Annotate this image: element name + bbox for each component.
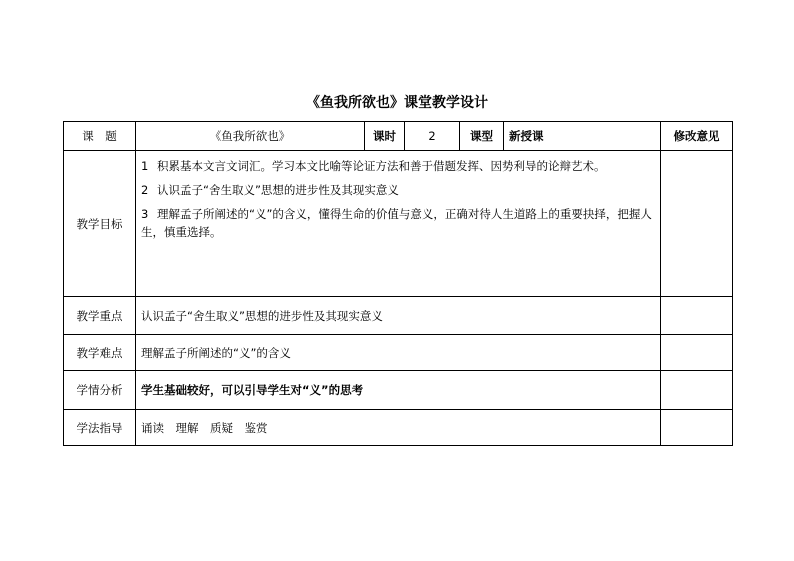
period-value: 2 bbox=[405, 122, 460, 151]
analysis-revision-cell bbox=[661, 371, 733, 410]
difficulty-row bbox=[64, 335, 733, 371]
analysis-label: 学情分析 bbox=[64, 371, 136, 410]
goal-item: 3 理解孟子所阐述的“义”的含义，懂得生命的价值与意义，正确对待人生道路上的重要抉择，把握人生，慎重选择。 bbox=[141, 207, 652, 239]
method-revision-cell bbox=[661, 410, 733, 446]
goal-item: 1 积累基本文言文词汇。学习本文比喻等论证方法和善于借题发挥、因势利导的论辩艺术。 bbox=[141, 159, 606, 173]
goal-item: 2 认识孟子“舍生取义”思想的进步性及其现实意义 bbox=[141, 183, 399, 197]
revision-label: 修改意见 bbox=[661, 122, 733, 151]
document-title: 《鱼我所欲也》课堂教学设计 bbox=[306, 95, 488, 111]
key-point-value: 认识孟子“舍生取义”思想的进步性及其现实意义 bbox=[136, 297, 661, 335]
type-label: 课型 bbox=[460, 122, 504, 151]
key-point-row bbox=[64, 297, 733, 335]
goals-content bbox=[136, 151, 661, 297]
goals-row bbox=[64, 151, 733, 297]
goals-revision-cell bbox=[661, 151, 733, 297]
header-row bbox=[64, 122, 733, 151]
method-row bbox=[64, 410, 733, 446]
period-label: 课时 bbox=[365, 122, 405, 151]
difficulty-value: 理解孟子所阐述的“义”的含义 bbox=[136, 335, 661, 371]
topic-label: 课 题 bbox=[64, 122, 136, 151]
key-point-revision-cell bbox=[661, 297, 733, 335]
type-value: 新授课 bbox=[504, 122, 661, 151]
analysis-value: 学生基础较好，可以引导学生对“义”的思考 bbox=[136, 371, 661, 410]
topic-value: 《鱼我所欲也》 bbox=[136, 122, 365, 151]
difficulty-label: 教学难点 bbox=[64, 335, 136, 371]
lesson-plan-table bbox=[63, 121, 733, 446]
method-value: 诵读 理解 质疑 鉴赏 bbox=[136, 410, 661, 446]
key-point-label: 教学重点 bbox=[64, 297, 136, 335]
method-label: 学法指导 bbox=[64, 410, 136, 446]
difficulty-revision-cell bbox=[661, 335, 733, 371]
analysis-row bbox=[64, 371, 733, 410]
goals-label: 教学目标 bbox=[64, 151, 136, 297]
